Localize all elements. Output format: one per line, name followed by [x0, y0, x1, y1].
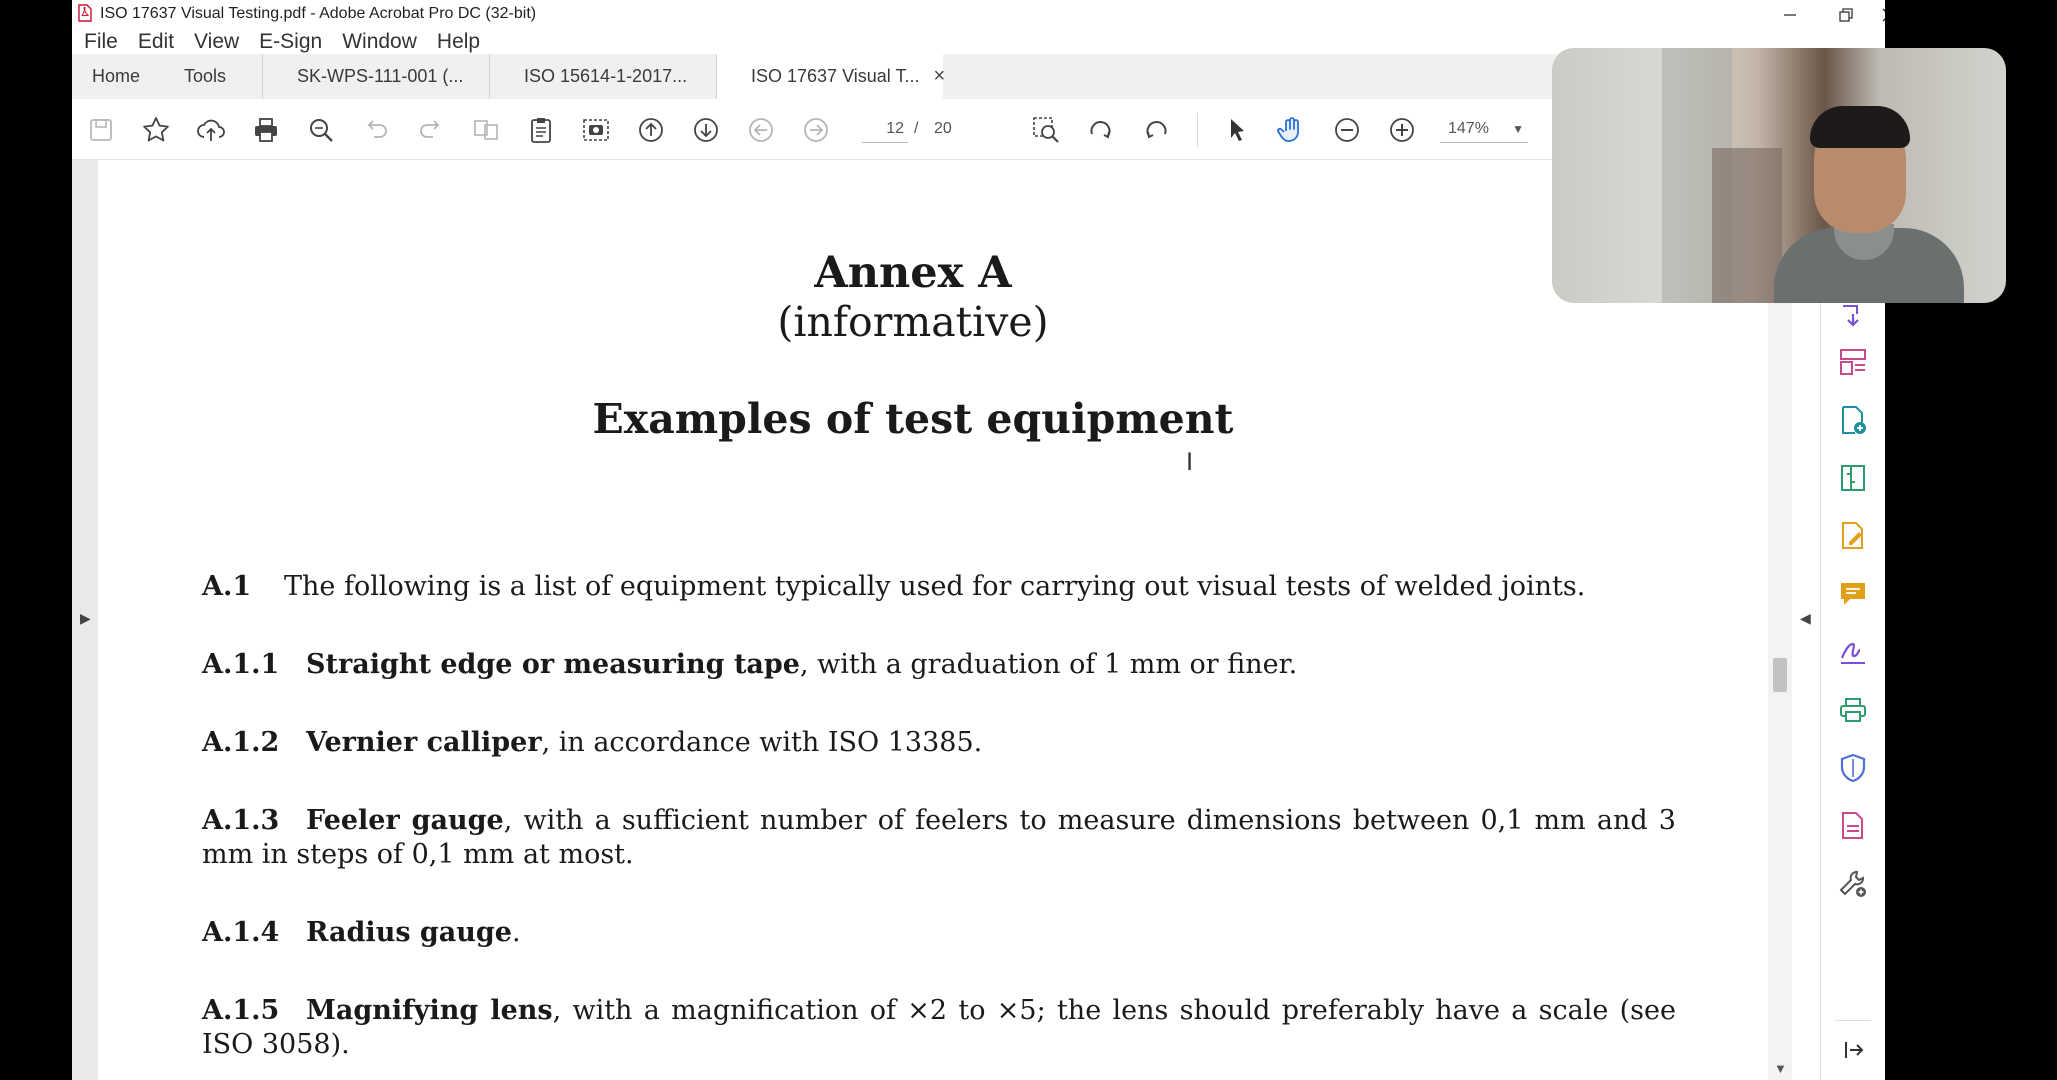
organize-pages-button[interactable] — [1837, 346, 1869, 378]
clause-text: , with a magnification of ×2 to ×5; the lens should preferably have a scale (see ISO 3058). — [202, 995, 1676, 1060]
clause-number: A.1.3 — [202, 805, 280, 836]
clause-number: A.1.2 — [202, 727, 280, 758]
clause-number: A.1.4 — [202, 917, 280, 948]
clause-a1-5 — [202, 994, 1676, 1062]
menu-esign[interactable]: E-Sign — [259, 30, 323, 53]
clause-text: , with a sufficient number of feelers to measure dimensions between 0,1 mm and 3 mm in steps of 0,1 mm at most. — [202, 805, 1676, 870]
create-pdf-icon — [1837, 404, 1869, 436]
comment-button[interactable] — [1837, 578, 1869, 610]
pdf-page — [98, 160, 1768, 1080]
webcam-presenter-hair — [1810, 106, 1910, 148]
print-production-button[interactable] — [1837, 694, 1869, 726]
webcam-background — [1712, 148, 1782, 303]
menu-help[interactable]: Help — [436, 30, 481, 53]
undo-icon — [361, 115, 391, 145]
next-page-button[interactable] — [689, 113, 723, 147]
redo-button[interactable] — [414, 113, 448, 147]
menu-edit[interactable]: Edit — [137, 30, 175, 53]
left-panel-toggle[interactable] — [72, 160, 98, 1080]
rotate-clockwise-button[interactable] — [1084, 113, 1118, 147]
clause-term: Vernier calliper — [306, 727, 542, 758]
pdf-standards-icon — [1837, 810, 1869, 842]
search-zoom-icon — [306, 115, 336, 145]
clause-term: Magnifying lens — [306, 995, 553, 1026]
collapse-right-pane-icon[interactable]: ◀ — [1800, 610, 1811, 626]
comment-icon — [1837, 578, 1869, 610]
tab-document-label: ISO 15614-1-2017... — [524, 66, 688, 86]
clause-a1-2 — [202, 726, 1676, 760]
upload-button[interactable] — [194, 113, 228, 147]
menu-window[interactable]: Window — [342, 30, 417, 53]
edit-pdf-icon — [1837, 520, 1869, 552]
tab-document-label: ISO 17637 Visual T... — [751, 66, 920, 86]
upload-icon — [196, 115, 226, 145]
edit-pdf-button[interactable] — [1837, 520, 1869, 552]
tab-document-3-active[interactable] — [716, 54, 946, 100]
title-bar — [72, 0, 1885, 29]
clause-a1 — [202, 570, 1676, 604]
back-icon — [746, 115, 776, 145]
fill-sign-icon — [1837, 636, 1869, 668]
protect-button[interactable] — [1837, 752, 1869, 784]
zoom-in-icon — [1387, 115, 1417, 145]
document-viewer[interactable] — [72, 160, 1792, 1080]
clause-text: , with a graduation of 1 mm or finer. — [799, 649, 1298, 680]
find-button[interactable] — [304, 113, 338, 147]
redo-icon — [416, 115, 446, 145]
rotate-ccw-icon — [1141, 115, 1171, 145]
compress-button[interactable] — [1837, 462, 1869, 494]
next-page-icon — [691, 115, 721, 145]
clause-a1-3 — [202, 804, 1676, 872]
clipboard-icon — [526, 115, 556, 145]
restore-button[interactable] — [1818, 0, 1874, 29]
prev-page-icon — [636, 115, 666, 145]
menu-view[interactable]: View — [194, 30, 240, 53]
collapse-pane-button[interactable] — [1837, 1034, 1869, 1066]
zoom-out-button[interactable] — [1330, 113, 1364, 147]
more-tools-icon — [1837, 868, 1869, 900]
clause-a1-1 — [202, 648, 1676, 682]
clause-term: Feeler gauge — [306, 805, 504, 836]
more-tools-button[interactable] — [1837, 868, 1869, 900]
export-pdf-icon — [1837, 300, 1869, 332]
minimize-button[interactable] — [1762, 0, 1818, 29]
webcam-video-overlay — [1552, 48, 2006, 303]
page-number-input[interactable]: 12 — [862, 115, 908, 143]
clause-text: The following is a list of equipment typically used for carrying out visual tests of welded joints. — [284, 571, 1586, 602]
protect-icon — [1837, 752, 1869, 784]
print-icon — [251, 115, 281, 145]
tab-home[interactable] — [92, 54, 172, 99]
chevron-down-icon: ▼ — [1512, 122, 1524, 136]
snapshot-button[interactable] — [579, 113, 613, 147]
page-separator: / — [914, 120, 919, 137]
bookmark-star-button[interactable] — [139, 113, 173, 147]
zoom-in-button[interactable] — [1385, 113, 1419, 147]
close-window-button[interactable] — [1874, 0, 1885, 29]
pdf-standards-button[interactable] — [1837, 810, 1869, 842]
prev-page-button[interactable] — [634, 113, 668, 147]
organize-pages-icon — [1837, 346, 1869, 378]
toolbar-divider — [1197, 113, 1198, 147]
clipboard-button[interactable] — [524, 113, 558, 147]
export-pdf-button[interactable] — [1837, 300, 1869, 332]
tab-tools-label: Tools — [184, 66, 227, 86]
star-icon — [141, 115, 171, 145]
clause-term: Radius gauge — [306, 917, 512, 948]
annex-subheading: (informative) — [777, 298, 1049, 346]
acrobat-app-icon — [78, 4, 92, 22]
annex-heading: Annex A — [814, 248, 1012, 298]
tab-document-1[interactable] — [262, 54, 489, 99]
zoom-out-icon — [1332, 115, 1362, 145]
select-icon — [1222, 115, 1252, 145]
snapshot-icon — [581, 115, 611, 145]
menu-file[interactable]: File — [84, 30, 118, 53]
select-tool-button[interactable] — [1220, 113, 1254, 147]
undo-button[interactable] — [359, 113, 393, 147]
tab-home-label: Home — [92, 66, 141, 86]
clause-text: . — [511, 917, 521, 948]
marquee-zoom-button[interactable] — [1029, 113, 1063, 147]
clause-number: A.1 — [202, 571, 252, 602]
back-view-button[interactable] — [744, 113, 778, 147]
clause-number: A.1.1 — [202, 649, 280, 680]
rotate-cw-icon — [1086, 115, 1116, 145]
create-pdf-button[interactable] — [1837, 404, 1869, 436]
collapse-pane-icon — [1837, 1034, 1869, 1066]
save-icon — [86, 115, 116, 145]
print-production-icon — [1837, 694, 1869, 726]
scroll-down-icon[interactable]: ▼ — [1774, 1061, 1787, 1076]
tab-close-icon[interactable]: × — [933, 65, 946, 87]
pane-divider — [1835, 1020, 1871, 1021]
zoom-level-value: 147% — [1448, 120, 1489, 137]
rotate-counterclockwise-button[interactable] — [1139, 113, 1173, 147]
hand-icon — [1277, 115, 1307, 145]
fill-sign-button[interactable] — [1837, 636, 1869, 668]
tab-document-label: SK-WPS-111-001 (... — [297, 66, 464, 86]
annex-title: Examples of test equipment — [592, 395, 1234, 443]
compress-icon — [1837, 462, 1869, 494]
scrollbar-thumb[interactable] — [1773, 658, 1787, 692]
restore-icon — [1839, 8, 1853, 22]
forward-view-button[interactable] — [799, 113, 833, 147]
clause-number: A.1.5 — [202, 995, 280, 1026]
clause-term: Straight edge or measuring tape — [306, 649, 800, 680]
close-icon — [1881, 7, 1885, 23]
expand-left-icon: ▶ — [80, 610, 91, 626]
minimize-icon — [1783, 8, 1797, 22]
compare-icon — [471, 115, 501, 145]
forward-icon — [801, 115, 831, 145]
zoom-level-dropdown[interactable] — [1440, 115, 1528, 143]
print-button[interactable] — [249, 113, 283, 147]
text-cursor-icon: I — [1186, 448, 1194, 476]
marquee-zoom-icon — [1031, 115, 1061, 145]
tab-document-2[interactable] — [489, 54, 716, 99]
window-title: ISO 17637 Visual Testing.pdf - Adobe Acrobat Pro DC (32-bit) — [100, 5, 537, 22]
compare-button[interactable] — [469, 113, 503, 147]
page-total: 20 — [934, 120, 952, 137]
clause-text: , in accordance with ISO 13385. — [541, 727, 983, 758]
save-button[interactable] — [84, 113, 118, 147]
tab-tools[interactable] — [184, 54, 264, 99]
clause-a1-4 — [202, 916, 1676, 950]
hand-tool-button[interactable] — [1275, 113, 1309, 147]
